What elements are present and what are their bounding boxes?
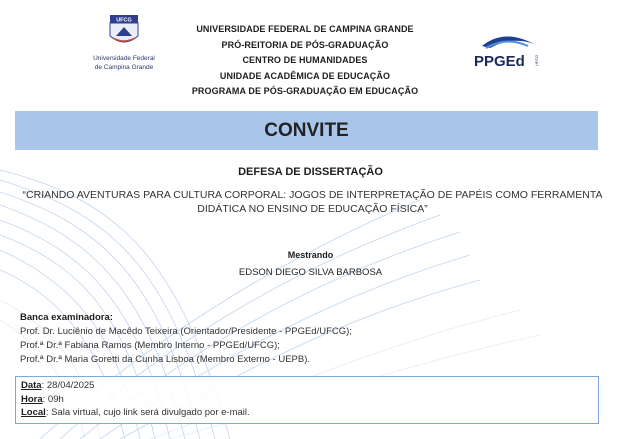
header-line: UNIDADE ACADÊMICA DE EDUCAÇÃO bbox=[219, 70, 391, 81]
header-line: PROGRAMA DE PÓS-GRADUAÇÃO EM EDUCAÇÃO bbox=[191, 86, 419, 96]
dissertation-title-line1: “CRIANDO AVENTURAS PARA CULTURA CORPORAL: JOGOS DE INTERPRETAÇÃO DE PAPÉIS COMO FERRAMENTA bbox=[22, 189, 603, 201]
banca-section bbox=[20, 311, 580, 367]
mestrando-label: Mestrando bbox=[287, 250, 334, 260]
banca-member: Prof.ª Dr.ª Fabiana Ramos (Membro Interno - PPGEd/UFCG); bbox=[20, 340, 280, 351]
ufcg-caption-line1: Universidade Federal bbox=[93, 55, 155, 62]
event-info-box bbox=[15, 376, 599, 424]
institution-header bbox=[170, 22, 440, 100]
ufcg-logo bbox=[88, 14, 160, 76]
banca-label: Banca examinadora: bbox=[20, 312, 113, 323]
time-value: : 09h bbox=[42, 393, 64, 405]
convite-banner bbox=[15, 111, 598, 150]
convite-title: CONVITE bbox=[264, 119, 349, 141]
banca-member: Prof. Dr. Luciênio de Macêdo Teixeira (Orientador/Presidente - PPGEd/UFCG); bbox=[20, 326, 352, 337]
svg-text:PPGEd: PPGEd bbox=[474, 53, 525, 70]
header-line: UNIVERSIDADE FEDERAL DE CAMPINA GRANDE bbox=[196, 24, 414, 34]
banca-member: Prof.ª Dr.ª Maria Goretti da Cunha Lisboa (Membro Externo - UEPB). bbox=[20, 354, 311, 365]
dissertation-title-line2: DIDÁTICA NO ENSINO DE EDUCAÇÃO FÍSICA” bbox=[197, 202, 428, 215]
ppged-logo bbox=[468, 30, 548, 74]
header-line: CENTRO DE HUMANIDADES bbox=[242, 55, 368, 65]
time-label: Hora bbox=[21, 393, 43, 405]
defesa-heading: DEFESA DE DISSERTAÇÃO bbox=[238, 166, 383, 178]
ufcg-caption-line2: de Campina Grande bbox=[94, 64, 154, 71]
ufcg-crest-icon bbox=[104, 14, 144, 48]
time-row bbox=[21, 393, 593, 407]
location-label: Local bbox=[21, 407, 46, 418]
header-line: PRÓ-REITORIA DE PÓS-GRADUAÇÃO bbox=[221, 39, 389, 50]
date-row bbox=[21, 379, 593, 393]
mestrando-name: EDSON DIEGO SILVA BARBOSA bbox=[238, 267, 383, 278]
date-label: Data bbox=[21, 380, 42, 391]
svg-text:UFCG: UFCG bbox=[116, 17, 132, 24]
location-value: : Sala virtual, cujo link será divulgado por e-mail. bbox=[45, 407, 250, 418]
dissertation-title bbox=[20, 189, 605, 216]
svg-text:UFCG: UFCG bbox=[534, 54, 539, 66]
location-row bbox=[21, 406, 593, 420]
date-value: : 28/04/2025 bbox=[41, 380, 95, 391]
